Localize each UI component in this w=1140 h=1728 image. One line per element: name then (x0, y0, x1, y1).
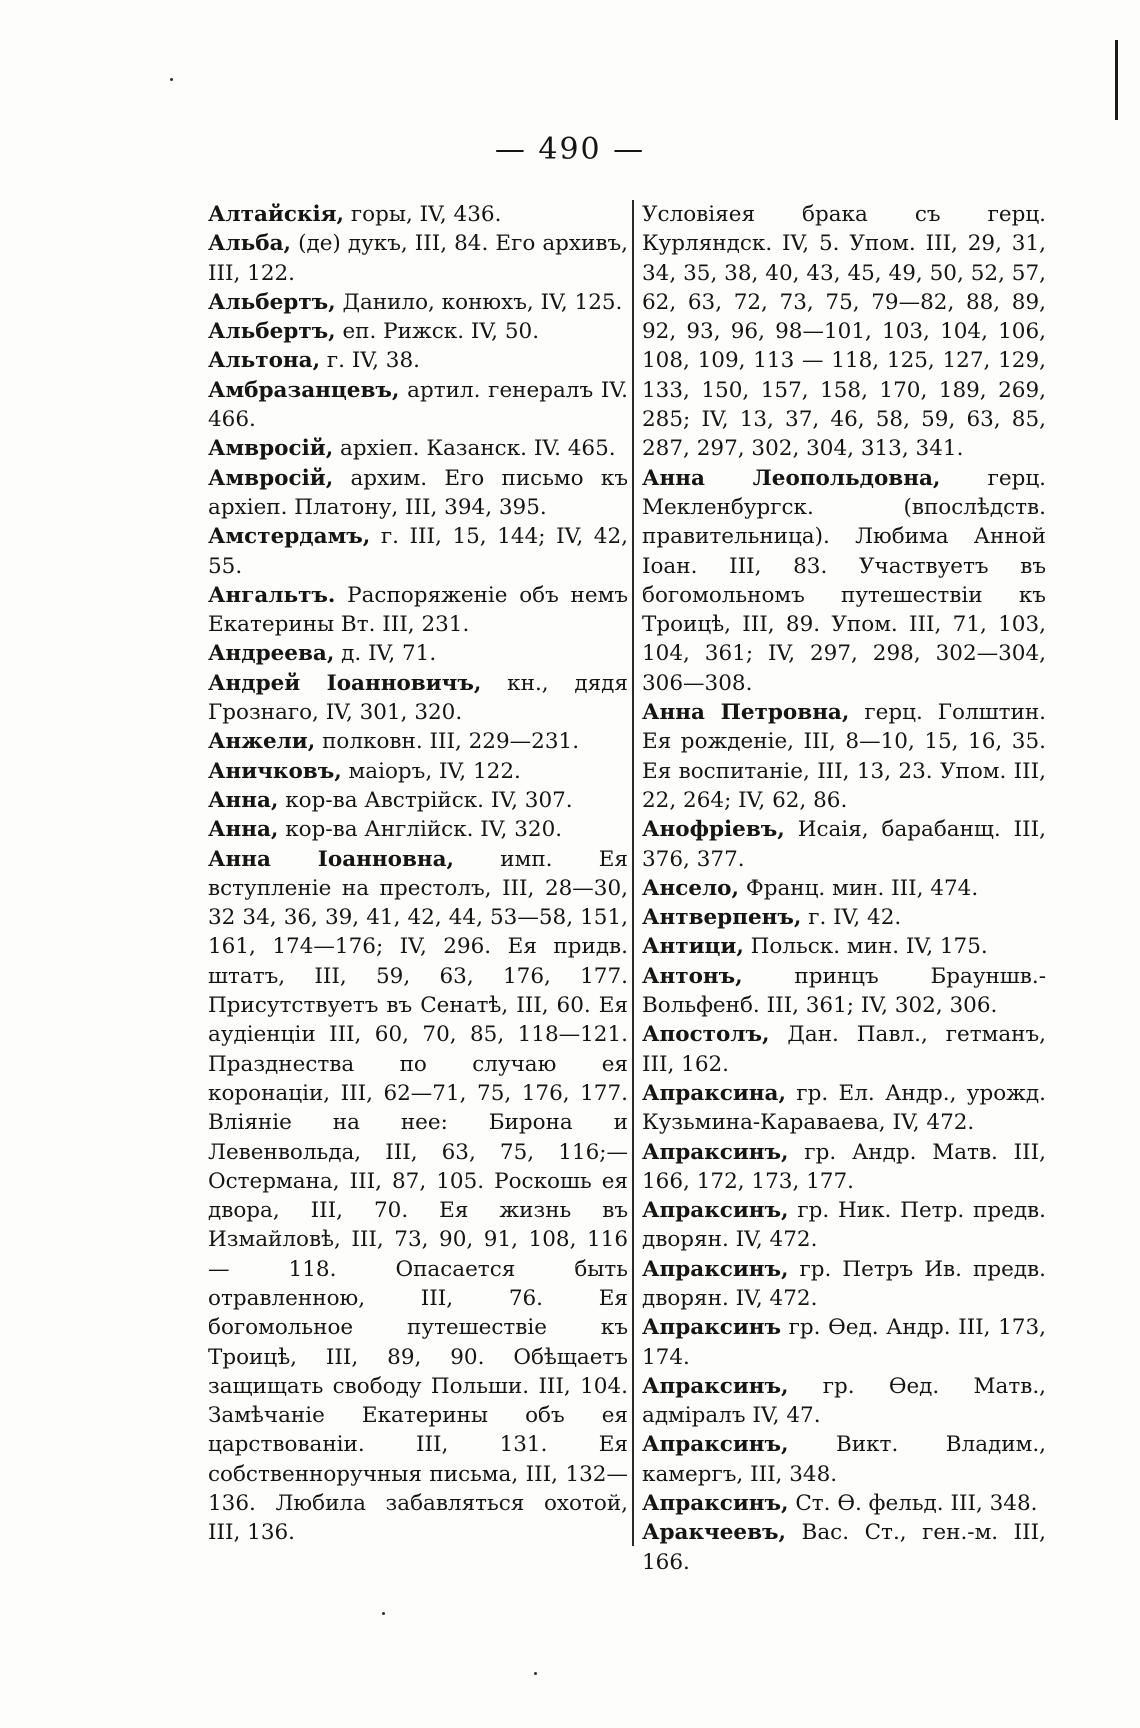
entry-headword: Апраксинъ (642, 1315, 782, 1341)
index-entry (208, 727, 628, 756)
entry-text: горы, IV, 436. (344, 202, 502, 227)
entry-text: кор-ва Англійск. IV, 320. (278, 817, 563, 843)
entry-headword: Апраксинъ, (642, 1432, 789, 1458)
entry-text: Распоряженіе объ немъ Екатерины Вт. III, 231. (208, 582, 628, 638)
index-entry (642, 200, 1046, 464)
entry-text: гр. Андр. Матв. III, 166, 172, 173, 177. (642, 1139, 1046, 1194)
entry-text: маіоръ, IV, 122. (341, 758, 521, 784)
entry-text: г. IV, 42. (801, 905, 902, 931)
index-entry (642, 932, 1046, 961)
entry-headword: Анофріевъ, (642, 817, 785, 843)
entry-text: имп. Ея вступленіе на престолъ, III, 28—30, 32 34, 36, 39, 41, 42, 44, 53—58, 151, 161, 174—176; IV, 296. Ея придв. штатъ, III, 59, 63, 176, 177. Присутствуетъ въ Сенатѣ, III, 60. Ея аудіенціи III, 60, 70, 85, 118—121. Празднества по случаю ея коронаціи, III, 62—71, 75, 176, 177. Вліяніе на нее: Бирона и Левенвольда, III, 63, 75, 116;—Остермана, III, 87, 105. Роскошь ея двора, III, 70. Ея жизнь въ Измайловѣ, III, 73, 90, 91, 108, 116 — 118. Опасается быть отравленною, III, 76. Ея богомольное путешествіе къ Троицѣ, III, 89, 90. Обѣщаетъ защищать свободу Польши. III, 104. Замѣчаніе Екатерины объ ея царствованіи. III, 131. Ея собственноручныя письма, III, 132—136. Любила забавляться охотой, III, 136. (208, 846, 628, 1546)
index-entry (208, 815, 628, 844)
entry-headword: Аничковъ, (208, 758, 342, 784)
entry-headword: Альбертъ, (208, 319, 336, 345)
index-entry (642, 815, 1046, 874)
entry-text: Исаія, барабанщ. III, 376, 377. (642, 817, 1046, 872)
entry-headword: Апраксинъ, (642, 1139, 789, 1165)
entry-headword: Антици, (642, 934, 744, 960)
index-entry (642, 1372, 1046, 1431)
index-entry (208, 229, 628, 288)
entry-headword: Апраксинъ, (642, 1256, 789, 1282)
entry-text: полковн. III, 229—231. (315, 729, 580, 755)
index-entry (208, 317, 628, 346)
entry-headword: Амстердамъ, (208, 524, 371, 550)
index-entry (642, 1020, 1046, 1079)
index-entry (642, 698, 1046, 815)
entry-text: принцъ Брауншв.-Вольфенб. III, 361; IV, 302, 306. (642, 963, 1046, 1019)
entry-text: д. IV, 71. (334, 641, 437, 667)
entry-headword: Альбертъ, (208, 289, 336, 315)
entry-text: гр. Өед. Матв., адміралъ IV, 47. (642, 1373, 1046, 1429)
entry-text: кор-ва Австрійск. IV, 307. (278, 787, 573, 813)
index-entry (208, 200, 628, 229)
entry-text: Дан. Павл., гетманъ, III, 162. (642, 1022, 1046, 1077)
entry-text: гр. Өед. Андр. III, 173, 174. (642, 1315, 1046, 1370)
index-entry (208, 639, 628, 668)
entry-headword: Апраксинъ, (642, 1373, 789, 1399)
entry-headword: Андрей Іоанновичъ, (208, 670, 482, 696)
entry-headword: Анна, (208, 787, 279, 813)
entry-headword: Ансело, (642, 875, 740, 901)
entry-text: гр. Ел. Андр., урожд. Кузьмина-Караваева, IV, 472. (642, 1080, 1046, 1136)
entry-headword: Андреева, (208, 641, 335, 667)
index-entry (642, 1518, 1046, 1577)
entry-text: Данило, конюхъ, IV, 125. (335, 289, 623, 315)
scan-speck (170, 78, 173, 81)
entry-headword: Аракчеевъ, (642, 1520, 787, 1546)
index-entry (208, 757, 628, 786)
entry-text: артил. генералъ IV. 466. (208, 377, 628, 433)
index-entry (208, 434, 628, 463)
entry-headword: Апраксина, (642, 1080, 786, 1106)
entry-text: г. IV, 38. (320, 348, 420, 374)
entry-headword: Алтайскія, (208, 202, 345, 227)
scan-edge-line (1115, 40, 1118, 120)
entry-text: архим. Его письмо къ архіеп. Платону, III, 394, 395. (208, 465, 628, 520)
index-entry (208, 522, 628, 581)
index-entry (208, 786, 628, 815)
index-entry (642, 1430, 1046, 1489)
index-entry (642, 1196, 1046, 1255)
entry-text: г. III, 15, 144; IV, 42, 55. (208, 524, 628, 579)
entry-headword: Апраксинъ, (642, 1491, 789, 1517)
scan-speck (382, 1612, 385, 1615)
index-entry (208, 288, 628, 317)
entry-text: Польск. мин. IV, 175. (743, 934, 988, 960)
entry-headword: Анна, (208, 817, 279, 843)
index-entry (208, 669, 628, 728)
entry-headword: Амбразанцевъ, (208, 377, 400, 403)
index-entry (642, 903, 1046, 932)
index-column-left (208, 200, 628, 1548)
entry-text: герц. Мекленбургск. (впослѣдств. правительница). Любима Анной Іоан. III, 83. Участвуетъ въ богомольномъ путешествіи къ Троицѣ, III, 89. Упом. III, 71, 103, 104, 361; IV, 297, 298, 302—304, 306—308. (642, 465, 1046, 696)
entry-headword: Анна Петровна, (642, 700, 850, 726)
index-entry (642, 464, 1046, 698)
entry-headword: Анжели, (208, 729, 316, 755)
index-entry (208, 376, 628, 435)
entry-headword: Амвросій, (208, 436, 334, 462)
index-column-right (642, 200, 1046, 1577)
entry-text: кн., дядя Грознаго, IV, 301, 320. (208, 670, 628, 726)
scan-speck (534, 1672, 537, 1675)
entry-text: гр. Ник. Петр. предв. дворян. IV, 472. (642, 1198, 1046, 1253)
page-number: — 490 — (494, 132, 646, 167)
entry-text: Условіяея брака съ герц. Курляндск. IV, 5. Упом. III, 29, 31, 34, 35, 38, 40, 43, 45, 49, 50, 52, 57, 62, 63, 72, 73, 75, 79—82, 88, 89, 92, 93, 96, 98—101, 103, 104, 106, 108, 109, 113 — 118, 125, 127, 129, 133, 150, 157, 158, 170, 189, 269, 285; IV, 13, 37, 46, 58, 59, 63, 85, 287, 297, 302, 304, 313, 341. (642, 202, 1046, 462)
entry-headword: Антверпенъ, (642, 905, 802, 931)
entry-headword: Ангальтъ. (208, 582, 336, 608)
index-entry (642, 1079, 1046, 1138)
entry-headword: Альтона, (208, 348, 321, 374)
entry-text: архіеп. Казанск. IV. 465. (333, 436, 616, 462)
index-entry (642, 1313, 1046, 1372)
index-entry (642, 1138, 1046, 1197)
index-entry (208, 464, 628, 523)
entry-headword: Антонъ, (642, 963, 743, 989)
entry-headword: Амвросій, (208, 465, 334, 491)
entry-text: Викт. Владим., камергъ, III, 348. (642, 1432, 1046, 1487)
index-entry (642, 1255, 1046, 1314)
entry-headword: Альба, (208, 231, 292, 257)
index-entry (642, 1489, 1046, 1518)
index-entry (642, 874, 1046, 903)
entry-text: Франц. мин. III, 474. (739, 875, 979, 901)
index-entry (208, 581, 628, 640)
entry-headword: Апостолъ, (642, 1022, 770, 1048)
entry-text: Ст. Ө. фельд. III, 348. (788, 1491, 1038, 1517)
entry-text: гр. Петръ Ив. предв. дворян. IV, 472. (642, 1256, 1046, 1311)
column-divider (632, 200, 634, 1546)
entry-text: герц. Голштин. Ея рожденіе, III, 8—10, 15, 16, 35. Ея воспитаніе, III, 13, 23. Упом. III, 22, 264; IV, 62, 86. (642, 700, 1047, 813)
index-entry (208, 845, 628, 1548)
entry-text: Вас. Ст., ген.-м. III, 166. (642, 1520, 1046, 1575)
index-entry (642, 962, 1046, 1021)
entry-headword: Анна Іоанновна, (208, 846, 455, 872)
entry-text: (де) дукъ, III, 84. Его архивъ, III, 122. (208, 231, 628, 286)
entry-text: еп. Рижск. IV, 50. (335, 319, 540, 345)
entry-headword: Анна Леопольдовна, (642, 465, 941, 491)
index-entry (208, 346, 628, 375)
entry-headword: Апраксинъ, (642, 1198, 789, 1224)
